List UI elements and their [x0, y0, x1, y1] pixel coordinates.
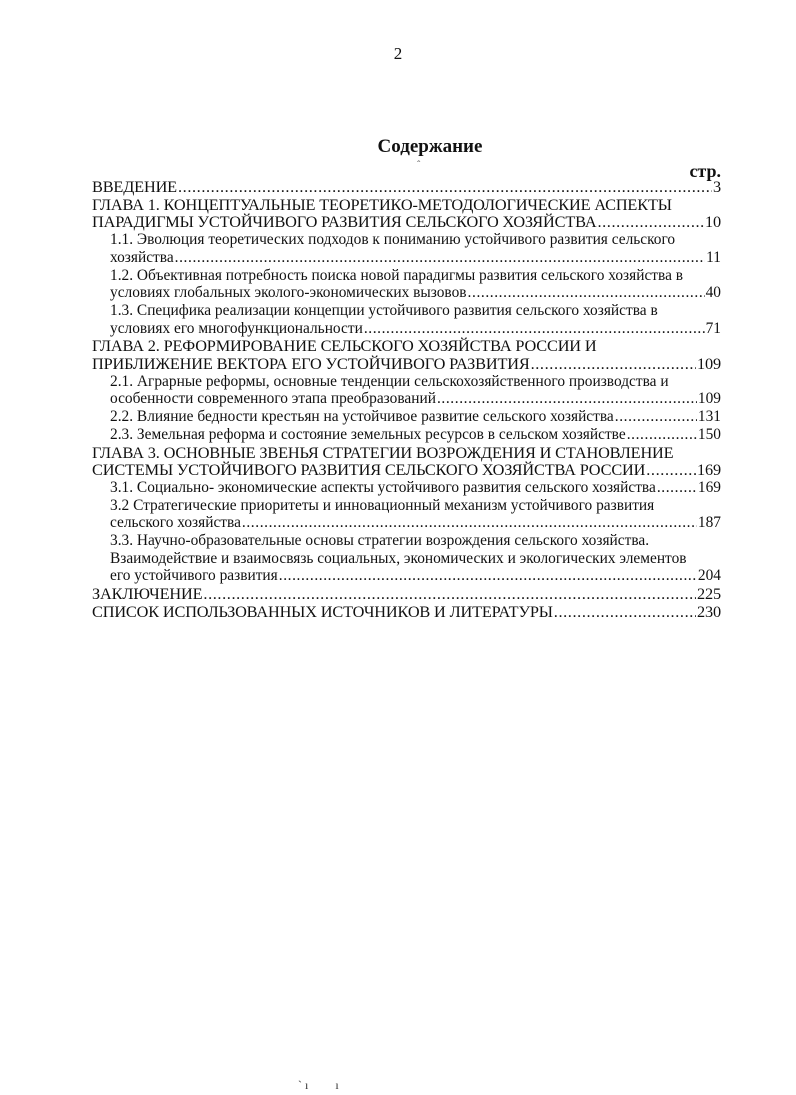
toc-entry-text: ГЛАВА 3. ОСНОВНЫЕ ЗВЕНЬЯ СТРАТЕГИИ ВОЗРОЖДЕНИЯ И СТАНОВЛЕНИЕ: [92, 442, 674, 462]
toc-entry-text: 3.3. Научно-образовательные основы стратегии возрождения сельского хозяйства.: [110, 532, 650, 550]
leader-dots: [615, 408, 697, 426]
toc-entry-chapter-1[interactable]: [92, 196, 721, 231]
toc-entry-text: ЗАКЛЮЧЕНИЕ: [92, 584, 203, 604]
toc-entry-text: ГЛАВА 1. КОНЦЕПТУАЛЬНЫЕ ТЕОРЕТИКО-МЕТОДОЛОГИЧЕСКИЕ АСПЕКТЫ: [92, 194, 672, 214]
toc-page-number: 131: [697, 408, 721, 426]
table-of-contents: [92, 178, 721, 621]
toc-page-number: 3: [713, 177, 721, 196]
leader-dots: [203, 585, 696, 603]
toc-entry-chapter-3[interactable]: [92, 444, 721, 479]
toc-entry-text: 2.3. Земельная реформа и состояние земельных ресурсов в сельском хозяйстве: [110, 425, 626, 443]
leader-dots: [175, 249, 706, 267]
scan-speck: ˆ: [417, 160, 421, 171]
toc-entry-section-1-3[interactable]: [92, 302, 721, 337]
leader-dots: [242, 514, 697, 532]
toc-page-number: 204: [697, 567, 721, 585]
toc-entry-text: ВВЕДЕНИЕ: [92, 177, 177, 196]
toc-entry-section-3-2[interactable]: [92, 497, 721, 532]
toc-entry-section-2-3[interactable]: [92, 426, 721, 444]
leader-dots: [657, 479, 697, 497]
toc-page-number: 40: [705, 284, 721, 302]
toc-entry-text: 2.1. Аграрные реформы, основные тенденции сельскохозяйственного производства и: [110, 372, 669, 390]
toc-entry-text: 2.2. Влияние бедности крестьян на устойчивое развитие сельского хозяйства: [110, 408, 614, 426]
page-number: 2: [393, 44, 403, 63]
toc-entry-section-1-2[interactable]: [92, 267, 721, 302]
toc-page-number: 230: [697, 601, 721, 621]
toc-page-number: 169: [697, 478, 721, 496]
toc-entry-text: ПРИБЛИЖЕНИЕ ВЕКТОРА ЕГО УСТОЙЧИВОГО РАЗВИТИЯ: [92, 354, 530, 374]
toc-entry-chapter-2[interactable]: [92, 337, 721, 372]
pages-column-label: стр.: [689, 161, 721, 181]
toc-entry-text: 1.2. Объективная потребность поиска новой парадигмы развития сельского хозяйства в: [110, 266, 684, 284]
toc-entry-text: его устойчивого развития: [110, 567, 278, 585]
leader-dots: [646, 461, 696, 479]
toc-entry-text: Взаимодействие и взаимосвязь социальных, экономических и экологических элементов: [110, 549, 687, 567]
leader-dots: [468, 284, 705, 302]
toc-page-number: 150: [697, 425, 721, 443]
leader-dots: [531, 355, 696, 373]
toc-page-number: 71: [705, 319, 721, 337]
toc-entry-introduction[interactable]: [92, 178, 721, 196]
toc-entry-text: хозяйства: [110, 248, 174, 266]
leader-dots: [554, 603, 696, 621]
toc-entry-text: 1.3. Специфика реализации концепции устойчивого развития сельского хозяйства в: [110, 301, 658, 319]
toc-entry-text: ПАРАДИГМЫ УСТОЙЧИВОГО РАЗВИТИЯ СЕЛЬСКОГО ХОЗЯЙСТВА: [92, 212, 597, 232]
leader-dots: [178, 178, 712, 196]
toc-page-number: 10: [705, 212, 721, 232]
toc-entry-section-2-1[interactable]: [92, 373, 721, 408]
toc-entry-text: 3.1. Социально- экономические аспекты устойчивого развития сельского хозяйства: [110, 478, 656, 496]
scan-specks: ˋ ı ı: [298, 1078, 339, 1092]
toc-entry-text: сельского хозяйства: [110, 514, 241, 532]
toc-entry-text: условиях глобальных эколого-экономических вызовов: [110, 284, 467, 302]
leader-dots: [597, 213, 704, 231]
toc-entry-text: СИСТЕМЫ УСТОЙЧИВОГО РАЗВИТИЯ СЕЛЬСКОГО ХОЗЯЙСТВА РОССИИ: [92, 460, 646, 480]
leader-dots: [437, 390, 697, 408]
toc-entry-section-3-1[interactable]: [92, 479, 721, 497]
toc-title: Содержание: [377, 136, 483, 157]
toc-entry-section-3-3[interactable]: [92, 532, 721, 585]
leader-dots: [627, 426, 697, 444]
leader-dots: [279, 567, 697, 585]
toc-entry-section-1-1[interactable]: [92, 231, 721, 266]
toc-page-number: 109: [697, 390, 721, 408]
toc-entry-conclusion[interactable]: [92, 585, 721, 603]
toc-entry-text: 1.1. Эволюция теоретических подходов к пониманию устойчивого развития сельского: [110, 231, 676, 249]
toc-entry-text: СПИСОК ИСПОЛЬЗОВАННЫХ ИСТОЧНИКОВ И ЛИТЕРАТУРЫ: [92, 601, 553, 621]
leader-dots: [364, 320, 705, 338]
toc-entry-text: условиях его многофункциональности: [110, 319, 363, 337]
toc-page-number: 225: [697, 584, 721, 604]
toc-page-number: 11: [706, 248, 721, 266]
toc-entry-section-2-2[interactable]: [92, 408, 721, 426]
toc-page-number: 169: [697, 460, 721, 480]
toc-entry-text: особенности современного этапа преобразований: [110, 390, 436, 408]
toc-entry-text: 3.2 Стратегические приоритеты и инновационный механизм устойчивого развития: [110, 496, 655, 514]
toc-page-number: 109: [697, 354, 721, 374]
toc-entry-text: ГЛАВА 2. РЕФОРМИРОВАНИЕ СЕЛЬСКОГО ХОЗЯЙСТВА РОССИИ И: [92, 336, 597, 356]
toc-entry-references[interactable]: [92, 603, 721, 621]
toc-page-number: 187: [697, 514, 721, 532]
